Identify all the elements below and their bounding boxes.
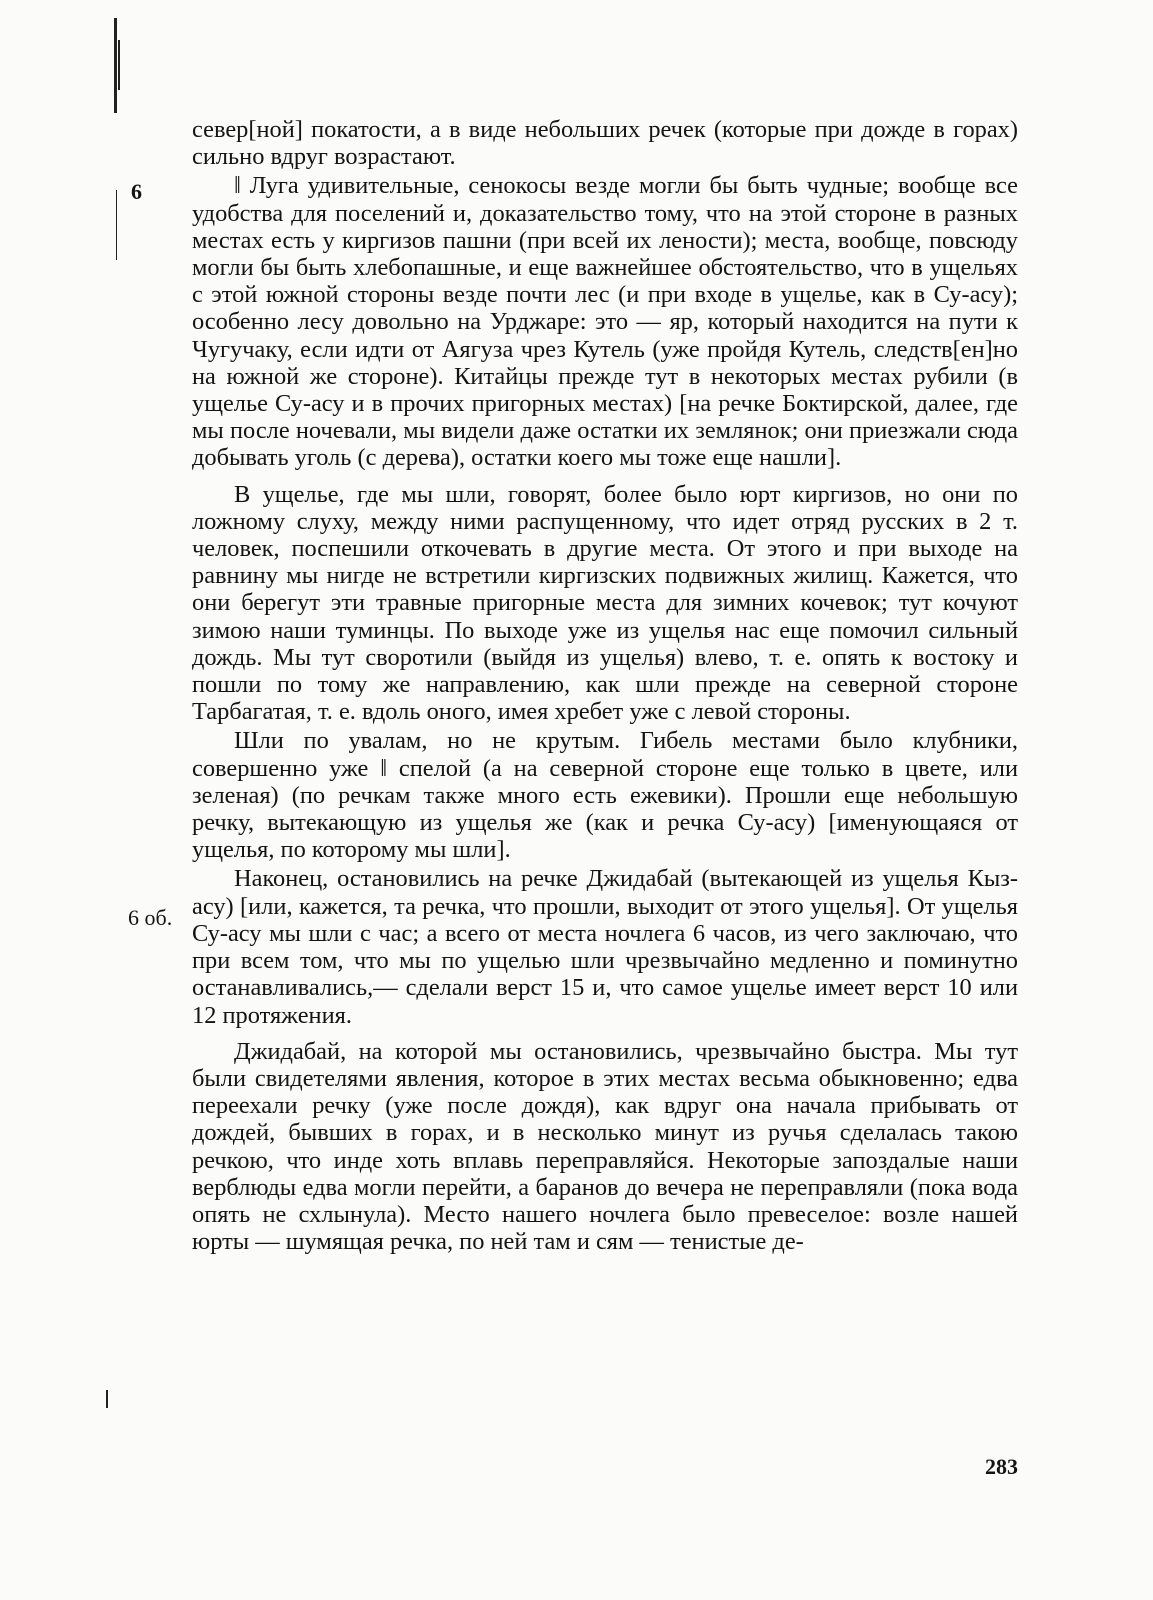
paragraph: север[ной] покатости, а в виде небольших речек (которые при дожде в горах) сильно вдруг возрастают. (192, 116, 1018, 171)
page-number: 283 (985, 1454, 1018, 1479)
binding-edge-mark (118, 40, 120, 90)
margin-folio-note: 6 (131, 179, 142, 204)
paragraph: Наконец, остановились на речке Джидабай (вытекающей из ущелья Кыз-асу) [или, кажется, та речка, что прошли, выходит от этого ущелья]. От ущелья Су-асу мы шли с час; а всего от места ночлега 6 часов, из чего заключаю, что при всем том, что мы по ущелью шли чрезвычайно медленно и поминутно останавливались,— сделали верст 15 и, что самое ущелье имеет верст 10 или 12 протяжения. (192, 865, 1018, 1029)
margin-folio-note: 6 об. (128, 905, 173, 930)
paragraph: Джидабай, на которой мы остановились, чрезвычайно быстра. Мы тут были свидетелями явления, которое в этих местах весьма обыкновенно; едва переехали речку (уже после дождя), как вдруг она начала прибывать от дождей, бывших в горах, и в несколько минут из ручья сделалась такою речкою, что инде хоть вплавь переправляйся. Некоторые запоздалые наши верблюды едва могли перейти, а баранов до вечера не переправляли (пока вода опять не схлынула). Место нашего ночлега было превеселое: возле нашей юрты — шумящая речка, по ней там и сям — тенистые де- (192, 1037, 1018, 1256)
paragraph: ‖ Луга удивительные, сенокосы везде могли бы быть чудные; вообще все удобства для поселений и, доказательство тому, что на этой стороне в разных местах есть у киргизов пашни (при всей их лености); места, вообще, повсюду могли бы быть хлебопашные, и еще важнейшее обстоятельство, что в ущельях с этой южной стороны везде почти лес (и при входе в ущелье, как в Су-асу); особенно лесу довольно на Урджаре: это — яр, который находится на пути к Чугучаку, если идти от Аягуза чрез Кутель (уже пройдя Кутель, следств[ен]но на южной же стороне). Китайцы прежде тут в некоторых местах рубили (в ущелье Су-асу и в прочих пригорных местах) [на речке Боктирской, далее, где мы после ночевали, мы видели даже остатки их землянок; они приезжали сюда добывать уголь (с дерева), остатки коего мы тоже еще нашли]. (192, 172, 1018, 472)
binding-edge-mark (114, 18, 117, 113)
binding-edge-mark (116, 190, 117, 260)
paragraph: Шли по увалам, но не крутым. Гибель местами было клубники, совершенно уже ‖ спелой (а на северной стороне еще только в цвете, или зеленая) (по речкам также много есть ежевики). Прошли еще небольшую речку, вытекающую из ущелья же (как и речка Су-асу) [именующаяся от ущелья, по которому мы шли]. (192, 727, 1018, 864)
body-text (192, 116, 1018, 1257)
paragraph: В ущелье, где мы шли, говорят, более было юрт киргизов, но они по ложному слуху, между ними распущенному, что идет отряд русских в 2 т. человек, поспешили откочевать в другие места. От этого и при выходе на равнину мы нигде не встретили киргизских подвижных жилищ. Кажется, что они берегут эти травные пригорные места для зимних кочевок; тут кочуют зимою наши туминцы. По выходе уже из ущелья нас еще помочил сильный дождь. Мы тут своротили (выйдя из ущелья) влево, т. е. опять к востоку и пошли по тому же направлению, как шли прежде на северной стороне Тарбагатая, т. е. вдоль оного, имея хребет уже с левой стороны. (192, 480, 1018, 726)
binding-edge-mark (106, 1390, 108, 1408)
